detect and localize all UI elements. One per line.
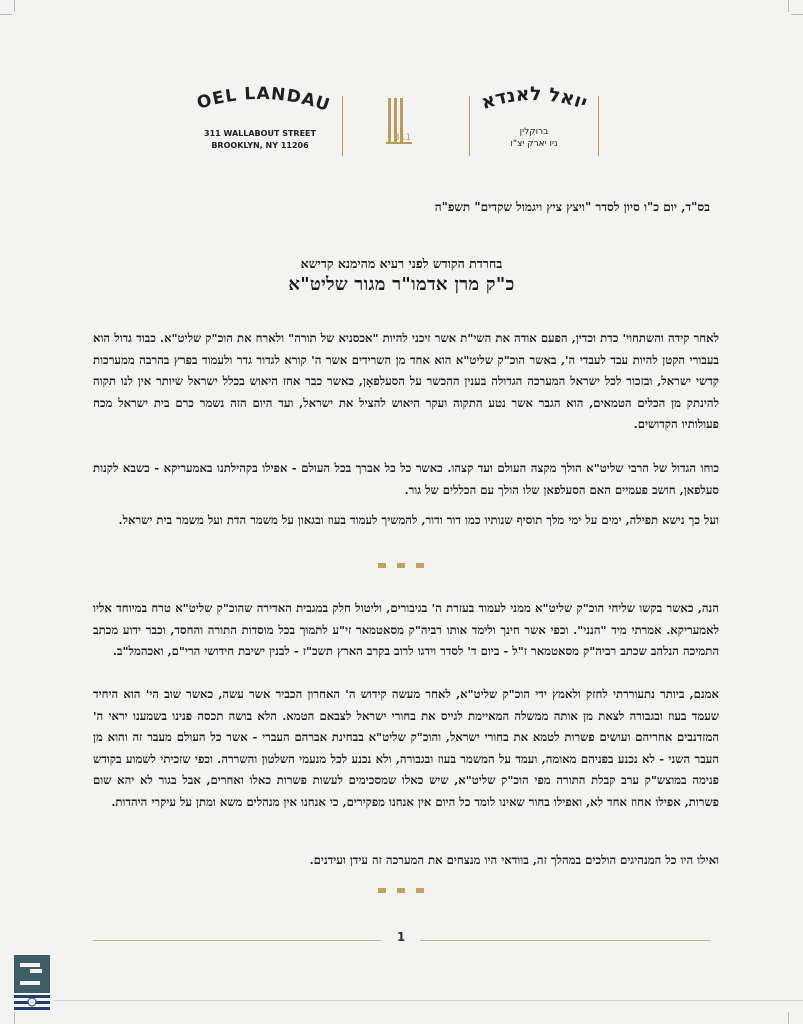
- divider-dot: [416, 888, 424, 893]
- letterhead-hebrew: [478, 84, 590, 150]
- footer-rule: [93, 940, 381, 941]
- crop-mark: [788, 1012, 789, 1024]
- crop-mark: [788, 0, 789, 12]
- letterhead-divider: [598, 96, 599, 156]
- divider-dot: [378, 888, 386, 893]
- body-paragraph: הנה, כאשר בקשו שליחי הוכ"ק שליט"א ממני לעמוד בעזרת ה' בגיבורים, וליטול חלק במגבית האדירה שהוכ"ק שליט"א טרח במיוחד אליו לאמעריקא. אמרתי מיד "הנני". וכפי אשר חינך ולימד אותו רביה"ק מסאטמאר זי"ע לתמוך בכל מוסדות התורה והחסד, וכבר ידוע מכתב התמיכה הנלהב שכתב רביה"ק מסאטמאר ז"ל - ביום ד' לסדר וידגו לרוב בקרב הארץ תשכ"ז - לבנין ישיבת חידושי הרי"ם, ואכהמל"ב.: [93, 601, 719, 658]
- section-divider: [378, 888, 424, 893]
- letterhead-name-he: [478, 84, 590, 112]
- body-paragraph: אמנם, ביותר נתעוררתי לחזק ולאמץ ידי הוכ"ק שליט"א, לאחר מעשה קידוש ה' האחרון הכביר אשר עשה, כאשר שוב הי' הוא היחיד שעמד בעוז ובגבורה לצאת מן אותה ממשלה המאיימת לגייס את בחורי ישראל לצבאם הטמא. הלא בושה תכסה פנינו בשמענו יראי ה' המזדנבים אחריהם ועושים פשרות לטמא את בחורי ישראל, והוכ"ק שליט"א בבחינת אברהם העברי - אשר כל העולם מעבר זה והוא מן העבר השני - לא נכנע בפניהם מאומה, ועמד על המשמר בעוז ובגבורה, ולא נכנע לכל מנעמי השלטון והשררה. וכפי שזכיתי לשמוע בקודש פנימה במוצש"ק ערב קבלת התורה מפי הוכ"ק שליט"א, שיש כאלו שמסכימים לעשות פשרות כאלו ואחרים, אבל בגור לא יהא שום פשרות, אפילו אחוז אחד לא, ואפילו בחור שאינו לומד כל היום אין אנחנו מפקירים, כי אנחנו אין מנהלים משא ומתן על עיקרי היהדות.: [93, 687, 719, 809]
- divider-dot: [416, 563, 424, 568]
- letterhead-name-en: [190, 86, 330, 112]
- crop-mark: [14, 0, 15, 12]
- divider-dot: [397, 888, 405, 893]
- address-he-line2: ניו יארק יצ"ו: [510, 139, 558, 149]
- crop-mark: [0, 14, 12, 15]
- body-paragraph: כוחו הגדול של הרבי שליט"א הולך מקצה העולם ועד קצהו. כאשר כל כל אברך בכל העולם - אפילו בקהילתנו באמעריקא - כשבא לקנות סעלפאן, חושב פעמיים האם הסעלפאן שלו הולך עם הכללים של גור.: [93, 461, 719, 497]
- body-paragraph: ואילו היו כל המנהיגים הולכים במהלך זה, בוודאי היו מנצחים את המערכה זה עידן ועידנים.: [309, 853, 719, 867]
- footer-rule: [420, 940, 710, 941]
- dateline: בס"ד, יום כ"ו סיון לסדר "ויצץ ציץ ויגמול שקדים" תשפ"ה: [434, 200, 710, 214]
- letterhead-divider: [469, 96, 470, 156]
- crop-mark: [791, 14, 803, 15]
- building-logo-icon: [384, 96, 414, 150]
- divider-dot: [378, 563, 386, 568]
- salutation-line1: בחרדת הקודש לפני רעיא מהימנא קדישא: [300, 256, 503, 271]
- salutation-line2: כ"ק מרן אדמו"ר מגור שליט"א: [288, 274, 515, 295]
- address-en-line2: BROOKLYN, NY 11206: [211, 141, 309, 150]
- section-divider: [378, 563, 424, 568]
- publisher-logo-icon: [14, 955, 50, 1015]
- letterhead-divider: [342, 96, 343, 156]
- address-he-line1: ברוקלין: [519, 127, 549, 137]
- divider-dot: [397, 563, 405, 568]
- bottom-rule: [54, 1000, 803, 1001]
- address-en-line1: 311 WALLABOUT STREET: [204, 129, 316, 138]
- svg-text:יואל לאנדא: יואל לאנדא: [478, 84, 590, 112]
- logo-number: 311: [394, 133, 412, 143]
- body-paragraph: לאחר קידה והשתחוי' כדת וכדין, הפעם אודה את השי"ת אשר זיכני להיות "אכסניא של תורה" ולארח את הוכ"ק שליט"א. כבוד גדול הוא בעבורי הקטן להיות עבד לעבדי ה', באשר הוכ"ק שליט"א הוא אחד מן השרידים אשר ה' קורא לגדור גדר ולעמוד בפרץ בהרבה ממערכות קדשי ישראל, ובזכור לכל ישראל המערכה הגדולה בענין ההכשר על הסעלפאָן, כאשר כבר אחז היאוש בכלל ישראל שיותר אין לנו תקוה להינתק מן הכלים הטמאים, הוא הגבר אשר נטע התקוה ועקר היאוש להציל את ישראל, ועד היום הזה נשמר כרם בית ישראל מכח פעולותיו הקדושים.: [93, 331, 719, 431]
- svg-text:JOEL LANDAU: OEL LANDA: [194, 86, 318, 112]
- body-paragraph: ועל כך נישא תפילה, ימים על ימי מלך תוסיף שנותיו כמו דור ודור, להמשיך לעמוד בעוז ובגאון על משמר הדת ועל משמר בית ישראל.: [118, 513, 719, 527]
- page-number: 1: [396, 930, 406, 944]
- letterhead-english: [190, 86, 330, 152]
